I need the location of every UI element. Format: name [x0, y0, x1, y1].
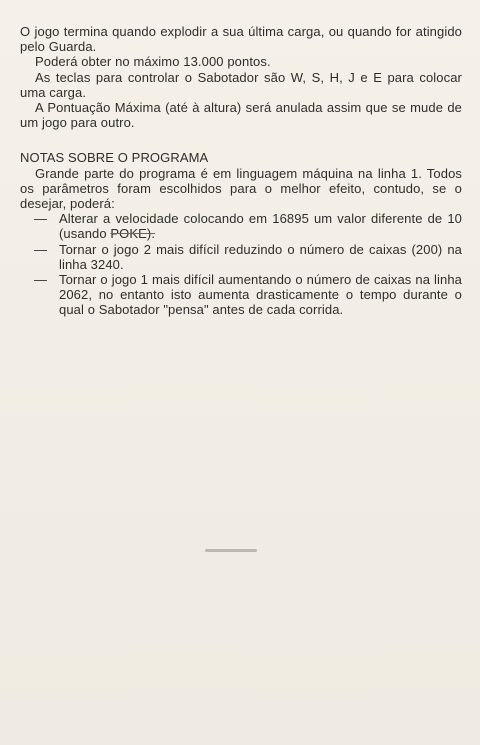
manual-text: [20, 24, 462, 318]
paragraph-controls: As teclas para controlar o Sabotador são W, S, H, J e E para colocar uma carga.: [20, 69, 462, 100]
list-item-text: Tornar o jogo 2 mais difícil reduzindo o número de caixas (200) na linha 3240.: [59, 241, 462, 272]
list-dash: —: [34, 211, 48, 227]
list-item-text: Alterar a velocidade colocando em 16895 um valor diferente de 10 (usando: [59, 211, 462, 242]
paragraph-max-points: Poderá obter no máximo 13.000 pontos.: [35, 54, 271, 70]
list-item: [20, 242, 462, 272]
list-item: [20, 211, 462, 241]
paragraph-game-end: O jogo termina quando explodir a sua última carga, ou quando for atingido pelo Guarda.: [20, 24, 462, 55]
section-heading: NOTAS SOBRE O PROGRAMA: [20, 150, 209, 166]
paragraph-high-score: A Pontuação Máxima (até à altura) será anulada assim que se mude de um jogo para outro.: [20, 100, 462, 131]
list-item: [20, 272, 462, 318]
notes-intro: Grande parte do programa é em linguagem máquina na linha 1. Todos os parâmetros foram escolhidos para o melhor efeito, contudo, se o desejar, poderá:: [20, 165, 462, 212]
list-dash: —: [34, 272, 48, 288]
list-item-text: Tornar o jogo 1 mais difícil aumentando o número de caixas na linha 2062, no entanto isto aumenta drasticamente o tempo durante o qual o Sabotador "pensa" antes de cada corrida.: [59, 272, 462, 318]
list-dash: —: [34, 241, 48, 257]
notes-list: [20, 211, 462, 317]
ink-smudge: [205, 549, 257, 552]
struck-text: POKE).: [110, 226, 156, 242]
